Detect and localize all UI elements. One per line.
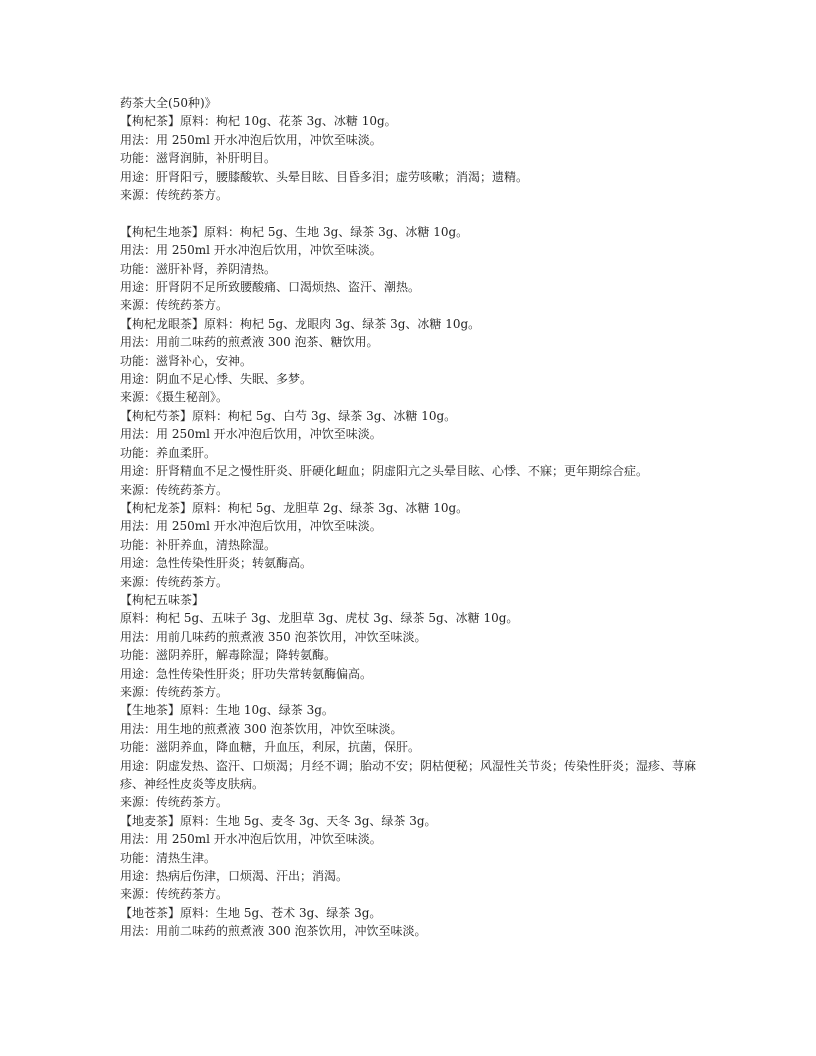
text-line: 【枸杞芍茶】原料：枸杞 5g、白芍 3g、绿茶 3g、冰糖 10g。 bbox=[120, 408, 457, 423]
text-line: 【枸杞龙茶】原料：枸杞 5g、龙胆草 2g、绿茶 3g、冰糖 10g。 bbox=[120, 500, 469, 515]
text-line: 功能：滋肾补心，安神。 bbox=[120, 353, 253, 368]
text-line: 来源：传统药茶方。 bbox=[120, 887, 229, 902]
text-line: 用法：用 250ml 开水冲泡后饮用，冲饮至味淡。 bbox=[120, 132, 382, 147]
text-line: 用法：用 250ml 开水冲泡后饮用，冲饮至味淡。 bbox=[120, 519, 382, 534]
text-line: 用途：急性传染性肝炎；转氨酶高。 bbox=[120, 556, 313, 571]
text-line: 【枸杞茶】原料：枸杞 10g、花茶 3g、冰糖 10g。 bbox=[120, 114, 397, 129]
text-line: 【地苍茶】原料：生地 5g、苍术 3g、绿茶 3g。 bbox=[120, 905, 382, 920]
text-line: 来源：传统药茶方。 bbox=[120, 795, 229, 810]
text-line: 【生地茶】原料：生地 10g、绿茶 3g。 bbox=[120, 703, 334, 718]
text-line: 来源：传统药茶方。 bbox=[120, 684, 229, 699]
text-line: 用途：热病后伤津，口烦渴、汗出；消渴。 bbox=[120, 869, 349, 884]
text-line: 用法：用 250ml 开水冲泡后饮用，冲饮至味淡。 bbox=[120, 832, 382, 847]
text-line: 用法：用 250ml 开水冲泡后饮用，冲饮至味淡。 bbox=[120, 243, 382, 258]
text-line: 功能：滋阴养血，降血糖，升血压，利尿，抗菌，保肝。 bbox=[120, 740, 421, 755]
text-line: 用法：用生地的煎煮液 300 泡茶饮用，冲饮至味淡。 bbox=[120, 721, 403, 736]
text-line: 【枸杞生地茶】原料：枸杞 5g、生地 3g、绿茶 3g、冰糖 10g。 bbox=[120, 224, 469, 239]
text-line: 用途：阴虚发热、盗汗、口烦渴；月经不调；胎动不安；阴枯便秘；风湿性关节炎；传染性肝炎；湿疹、荨麻疹、神经性皮炎等皮肤病。 bbox=[120, 758, 697, 792]
text-line: 来源：传统药茶方。 bbox=[120, 298, 229, 313]
document-page bbox=[120, 94, 710, 941]
text-line: 功能：补肝养血，清热除湿。 bbox=[120, 537, 277, 552]
text-line: 来源：传统药茶方。 bbox=[120, 574, 229, 589]
text-line: 用法：用前二味药的煎煮液 300 泡茶饮用，冲饮至味淡。 bbox=[120, 924, 427, 939]
text-line: 来源：传统药茶方。 bbox=[120, 188, 229, 203]
text-line: 用途：阴血不足心悸、失眠、多梦。 bbox=[120, 372, 313, 387]
text-line: 原料：枸杞 5g、五味子 3g、龙胆草 3g、虎杖 3g、绿茶 5g、冰糖 10g。 bbox=[120, 611, 519, 626]
blank-line bbox=[120, 204, 710, 222]
text-line: 用途：急性传染性肝炎；肝功失常转氨酶偏高。 bbox=[120, 666, 373, 681]
text-line: 用法：用 250ml 开水冲泡后饮用，冲饮至味淡。 bbox=[120, 427, 382, 442]
text-line: 功能：清热生津。 bbox=[120, 850, 217, 865]
text-line: 用途：肝肾阳亏，腰膝酸软、头晕目眩、目昏多泪；虚劳咳嗽；消渴；遗精。 bbox=[120, 169, 529, 184]
text-line: 用途：肝肾阴不足所致腰酸痛、口渴烦热、盗汗、潮热。 bbox=[120, 280, 421, 295]
text-line: 功能：滋肾润肺，补肝明目。 bbox=[120, 151, 277, 166]
text-line: 【枸杞龙眼茶】原料：枸杞 5g、龙眼肉 3g、绿茶 3g、冰糖 10g。 bbox=[120, 316, 481, 331]
text-line: 用途：肝肾精血不足之慢性肝炎、肝硬化衄血；阴虚阳亢之头晕目眩、心悸、不寐；更年期综合症。 bbox=[120, 464, 649, 479]
text-line: 功能：滋阴养肝，解毒除湿；降转氨酶。 bbox=[120, 648, 337, 663]
text-line: 功能：滋肝补肾，养阴清热。 bbox=[120, 261, 277, 276]
text-line: 用法：用前几味药的煎煮液 350 泡茶饮用，冲饮至味淡。 bbox=[120, 629, 427, 644]
text-line: 【枸杞五味茶】 bbox=[120, 592, 205, 607]
text-line: 来源：传统药茶方。 bbox=[120, 482, 229, 497]
text-line: 用法：用前二味药的煎煮液 300 泡茶、糖饮用。 bbox=[120, 335, 379, 350]
text-line: 功能：养血柔肝。 bbox=[120, 445, 217, 460]
text-line: 来源：《摄生秘剖》。 bbox=[120, 390, 229, 405]
text-line: 【地麦茶】原料：生地 5g、麦冬 3g、天冬 3g、绿茶 3g。 bbox=[120, 813, 437, 828]
document-title: 药茶大全(50种)》 bbox=[120, 96, 217, 110]
